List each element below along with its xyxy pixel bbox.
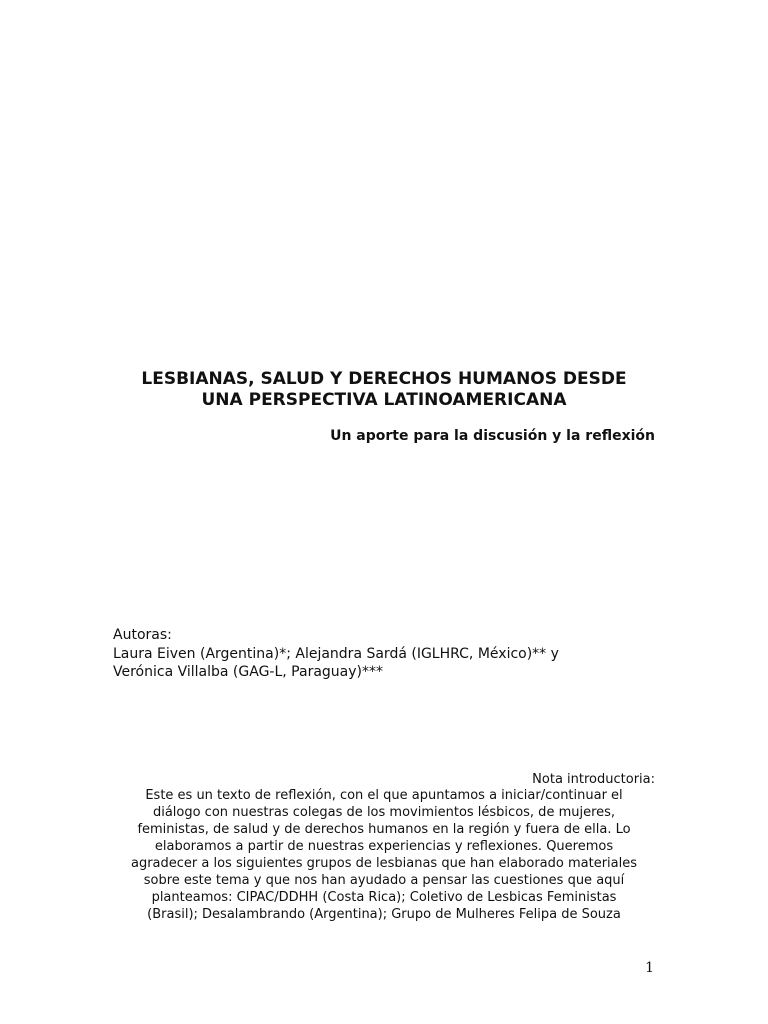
note-line: sobre este tema y que nos han ayudado a pensar las cuestiones que aquí: [143, 873, 625, 888]
note-line: (Brasil); Desalambrando (Argentina); Grupo de Mulheres Felipa de Souza: [147, 907, 621, 922]
page-number: 1: [645, 960, 654, 976]
document-subtitle: Un aporte para la discusión y la reflexión: [330, 428, 655, 444]
note-body: [113, 787, 655, 923]
title-line-1: LESBIANAS, SALUD Y DERECHOS HUMANOS DESDE: [141, 369, 627, 389]
note-heading: Nota introductoria:: [532, 772, 655, 787]
note-line: elaboramos a partir de nuestras experiencias y reflexiones. Queremos: [154, 839, 614, 854]
note-line: Este es un texto de reflexión, con el que apuntamos a iniciar/continuar el: [145, 788, 623, 803]
authors-heading: Autoras:: [113, 627, 172, 643]
note-line: feministas, de salud y de derechos humanos en la región y fuera de ella. Lo: [137, 822, 631, 837]
authors-block: [113, 626, 673, 682]
authors-line: Verónica Villalba (GAG-L, Paraguay)***: [113, 664, 383, 680]
note-line: agradecer a los siguientes grupos de lesbianas que han elaborado materiales: [130, 856, 637, 871]
note-line: planteamos: CIPAC/DDHH (Costa Rica); Coletivo de Lesbicas Feministas: [151, 890, 617, 905]
title-line-2: UNA PERSPECTIVA LATINOAMERICANA: [201, 390, 567, 410]
authors-line: Laura Eiven (Argentina)*; Alejandra Sardá (IGLHRC, México)** y: [113, 645, 559, 662]
note-line: diálogo con nuestras colegas de los movimientos lésbicos, de mujeres,: [152, 805, 616, 820]
document-title: [112, 369, 656, 411]
